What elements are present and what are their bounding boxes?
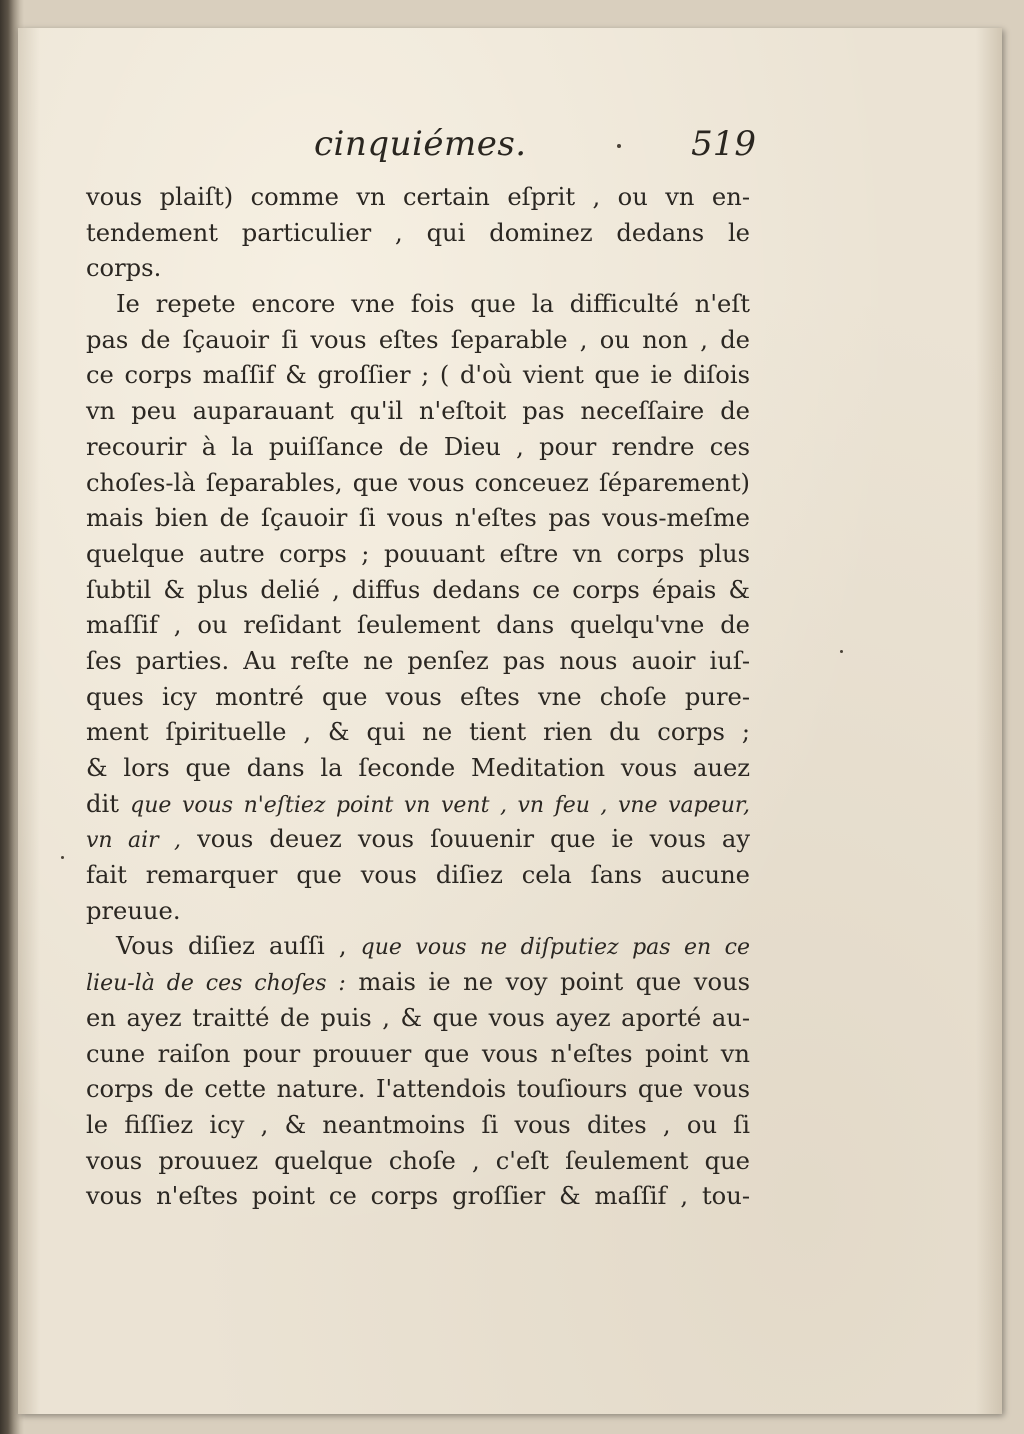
text-segment: pas de ſçauoir ſi vous eſtes ſeparable , ou non , de xyxy=(86,325,750,354)
ink-speck xyxy=(840,650,843,653)
text-segment: vous n'eſtes point ce corps groſſier & maſſif , tou- xyxy=(86,1182,750,1211)
text-segment: mais ie ne voy point que vous xyxy=(345,968,750,997)
page-edge-shadow xyxy=(976,28,1002,1414)
text-line xyxy=(86,573,750,609)
text-line xyxy=(86,287,750,323)
text-segment: corps. xyxy=(86,254,162,283)
text-line xyxy=(86,608,750,644)
text-segment: tendement particulier , qui dominez dedans le xyxy=(86,218,750,247)
text-line xyxy=(86,715,750,751)
text-segment: choſes-là ſeparables, que vous conceuez ſéparement) xyxy=(86,468,750,497)
text-segment: maſſif , ou reſidant ſeulement dans quelqu'vne de xyxy=(86,611,750,640)
text-line xyxy=(86,1144,750,1180)
ink-speck xyxy=(61,856,64,859)
text-line xyxy=(86,680,750,716)
text-line xyxy=(86,1001,750,1037)
text-segment: recourir à la puiſſance de Dieu , pour rendre ces xyxy=(86,432,750,461)
text-segment: preuue. xyxy=(86,896,181,925)
text-segment: vous prouuez quelque choſe , c'eſt ſeulement que xyxy=(86,1146,750,1175)
text-segment: ſes parties. Au reſte ne penſez pas nous auoir iuſ- xyxy=(86,646,750,675)
text-segment: corps de cette nature. I'attendois touſiours que vous xyxy=(86,1075,750,1104)
text-line xyxy=(86,323,750,359)
text-segment: ce corps maſſif & groſſier ; ( d'où vient que ie diſois xyxy=(86,361,750,390)
text-line xyxy=(86,751,750,787)
italic-quote-segment: que vous n'eſtiez point vn vent , vn feu , vne vapeur, xyxy=(130,792,750,818)
text-segment: vn peu auparauant qu'il n'eſtoit pas neceſſaire de xyxy=(86,397,750,426)
text-line xyxy=(86,644,750,680)
italic-quote-segment: vn air , xyxy=(86,828,182,854)
text-segment: fait remarquer que vous diſiez cela ſans aucune xyxy=(86,861,750,890)
text-line xyxy=(86,1037,750,1073)
italic-quote-segment: que vous ne diſputiez pas en ce xyxy=(360,935,750,961)
text-line xyxy=(86,216,750,252)
text-line xyxy=(86,929,750,965)
page-header xyxy=(18,124,1002,172)
text-segment: cune raiſon pour prouuer que vous n'eſtes point vn xyxy=(86,1039,750,1068)
text-line xyxy=(86,358,750,394)
text-line xyxy=(86,537,750,573)
text-segment: dit xyxy=(86,789,131,818)
text-segment: le fiſſiez icy , & neantmoins ſi vous dites , ou ſi xyxy=(86,1110,750,1139)
text-line xyxy=(86,787,750,823)
text-line xyxy=(86,501,750,537)
text-line xyxy=(86,1179,750,1215)
text-line xyxy=(86,1108,750,1144)
body-text xyxy=(86,180,750,1215)
text-line xyxy=(86,858,750,894)
italic-quote-segment: lieu-là de ces choſes : xyxy=(86,971,346,997)
text-line xyxy=(86,965,750,1001)
text-segment: en ayez traitté de puis , & que vous ayez aporté au- xyxy=(86,1003,750,1032)
text-segment: Ie repete encore vne fois que la difficulté n'eſt xyxy=(116,290,750,319)
text-segment: & lors que dans la ſeconde Meditation vous auez xyxy=(86,754,750,782)
text-line xyxy=(86,394,750,430)
text-segment: ſubtil & plus delié , diffus dedans ce corps épais & xyxy=(86,575,750,604)
text-segment: ment ſpirituelle , & qui ne tient rien du corps ; xyxy=(86,718,750,747)
text-line xyxy=(86,430,750,466)
text-segment: quelque autre corps ; pouuant eſtre vn corps plus xyxy=(86,539,750,568)
running-head: cinquiémes. xyxy=(314,124,527,164)
text-line xyxy=(86,894,750,930)
text-line xyxy=(86,1072,750,1108)
text-segment: vous plaiſt) comme vn certain eſprit , ou vn en- xyxy=(86,183,750,211)
text-line xyxy=(86,822,750,858)
ink-speck xyxy=(617,144,621,148)
page-number: 519 xyxy=(691,124,756,164)
text-segment: vous deuez vous ſouuenir que ie vous ay xyxy=(181,825,751,854)
text-line xyxy=(86,251,750,287)
text-line xyxy=(86,466,750,502)
text-segment: Vous diſiez auſſi , xyxy=(116,932,361,961)
text-line xyxy=(86,180,750,216)
book-page xyxy=(18,28,1002,1414)
text-segment: mais bien de ſçauoir ſi vous n'eſtes pas vous-meſme xyxy=(86,504,750,533)
text-segment: ques icy montré que vous eſtes vne choſe pure- xyxy=(86,682,750,711)
